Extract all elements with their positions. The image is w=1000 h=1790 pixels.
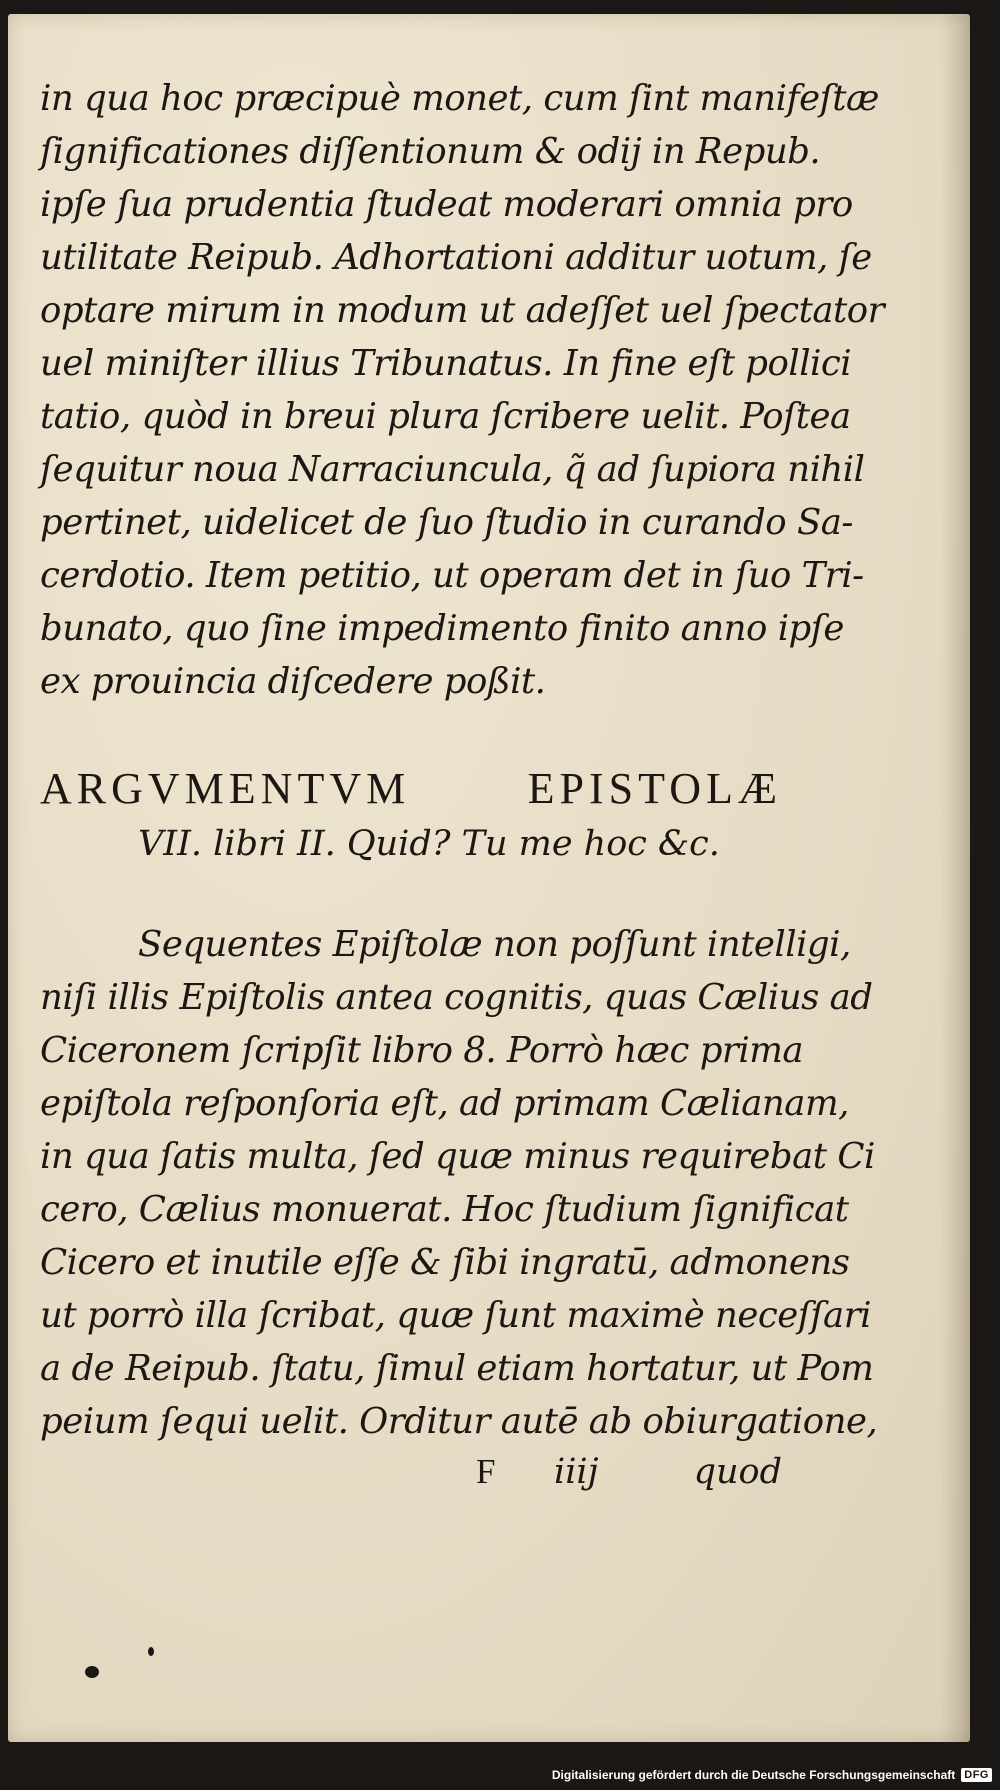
text-line: Ciceronem ſcripſit libro 8. Porrò hæc prima bbox=[40, 1030, 804, 1071]
text-line: cero, Cælius monuerat. Hoc ſtudium ſignificat bbox=[40, 1189, 849, 1230]
page-gutter-shadow bbox=[940, 14, 970, 1742]
text-line: ſequitur noua Narraciuncula, q̃ ad ſupiora nihil bbox=[40, 449, 865, 490]
ink-speck bbox=[85, 1666, 99, 1678]
signature-mark: F bbox=[476, 1452, 496, 1491]
text-line: Cicero et inutile eſſe & ſibi ingratū, admonens bbox=[40, 1242, 850, 1283]
text-line: in qua ſatis multa, ſed quæ minus requirebat Ci bbox=[40, 1136, 875, 1177]
text-line: in qua hoc præcipuè monet, cum ſint manifeſtæ bbox=[40, 78, 879, 119]
text-line: niſi illis Epiſtolis antea cognitis, quas Cælius ad bbox=[40, 977, 873, 1018]
paragraph-1 bbox=[40, 72, 885, 708]
text-line: ut porrò illa ſcribat, quæ ſunt maximè neceſſari bbox=[40, 1295, 872, 1336]
page-footer-line bbox=[40, 1444, 782, 1500]
text-line: tatio, quòd in breui plura ſcribere uelit. Poſtea bbox=[40, 396, 851, 437]
text-line: peium ſequi uelit. Orditur autē ab obiurgatione, bbox=[40, 1401, 878, 1442]
ink-speck bbox=[148, 1647, 154, 1656]
heading-title: ARGVMENTVM EPISTOLÆ bbox=[40, 764, 782, 813]
heading-subtitle: VII. libri II. Quid? Tu me hoc &c. bbox=[138, 824, 720, 864]
text-line: bunato, quo ſine impedimento finito anno ipſe bbox=[40, 608, 844, 649]
text-line: ipſe ſua prudentia ſtudeat moderari omnia pro bbox=[40, 184, 853, 225]
text-line: uel miniſter illius Tribunatus. In fine eſt pollici bbox=[40, 343, 852, 384]
section-heading bbox=[40, 760, 782, 870]
text-line: utilitate Reipub. Adhortationi additur uotum, ſe bbox=[40, 237, 872, 278]
text-line: optare mirum in modum ut adeſſet uel ſpectator bbox=[40, 290, 885, 331]
digitization-credit bbox=[552, 1764, 992, 1786]
credit-text: Digitalisierung gefördert durch die Deutsche Forschungsgemeinschaft bbox=[551, 1768, 956, 1782]
text-line: Sequentes Epiſtolæ non poſſunt intelligi, bbox=[138, 924, 851, 965]
folio-number: iiij bbox=[554, 1452, 599, 1492]
text-line: cerdotio. Item petitio, ut operam det in ſuo Tri- bbox=[40, 555, 864, 596]
text-line: ſignificationes diſſentionum & odij in Repub. bbox=[40, 131, 821, 172]
catchword: quod bbox=[693, 1452, 782, 1492]
text-line: ex prouincia diſcedere poßit. bbox=[40, 661, 546, 702]
paragraph-2 bbox=[40, 918, 878, 1448]
text-line: epiſtola reſponſoria eſt, ad primam Cælianam, bbox=[40, 1083, 849, 1124]
text-line: a de Reipub. ſtatu, ſimul etiam hortatur, ut Pom bbox=[40, 1348, 874, 1389]
dfg-logo-icon: DFG bbox=[961, 1768, 992, 1782]
text-line: pertinet, uidelicet de ſuo ſtudio in curando Sa- bbox=[40, 502, 853, 543]
